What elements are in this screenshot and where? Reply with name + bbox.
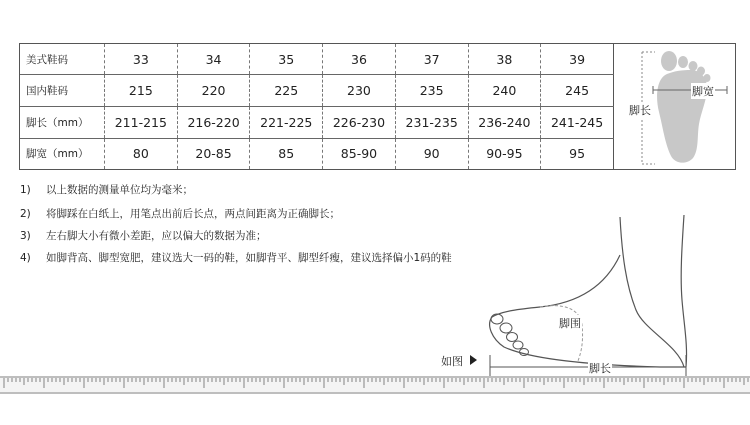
table-cell: 38	[468, 44, 541, 75]
table-cell: 85	[250, 138, 323, 169]
table-cell: 225	[250, 75, 323, 107]
table-cell: 90-95	[468, 138, 541, 169]
table-cell: 33	[105, 44, 178, 75]
table-cell: 80	[105, 138, 178, 169]
table-cell: 241-245	[541, 106, 614, 138]
foot-width-label: 脚宽	[692, 85, 714, 98]
table-cell: 211-215	[105, 106, 178, 138]
table-cell: 236-240	[468, 106, 541, 138]
ruler-strip	[0, 376, 750, 394]
table-cell: 221-225	[250, 106, 323, 138]
foot-side-view	[430, 215, 730, 380]
table-row	[20, 44, 614, 75]
foot-length-label: 脚长	[629, 104, 651, 117]
table-cell: 95	[541, 138, 614, 169]
table-cell: 36	[323, 44, 396, 75]
foot-side-icon	[430, 215, 730, 380]
row-label: 国内鞋码	[20, 75, 105, 107]
table-cell: 216-220	[177, 106, 250, 138]
row-label: 脚宽（mm）	[20, 138, 105, 169]
table-cell: 37	[395, 44, 468, 75]
table-row	[20, 138, 614, 169]
note-item: 3) 左右脚大小有微小差距，应以偏大的数据为准；	[20, 230, 267, 242]
side-length-label: 脚长	[589, 362, 611, 375]
table-cell: 34	[177, 44, 250, 75]
table-cell: 35	[250, 44, 323, 75]
table-cell: 245	[541, 75, 614, 107]
table-cell: 85-90	[323, 138, 396, 169]
table-cell: 230	[323, 75, 396, 107]
table-row	[20, 106, 614, 138]
table-cell: 220	[177, 75, 250, 107]
note-item: 4) 如脚背高、脚型宽肥，建议选大一码的鞋，如脚背平、脚型纤瘦，建议选择偏小1码的鞋	[20, 252, 452, 264]
row-label: 美式鞋码	[20, 44, 105, 75]
table-cell: 20-85	[177, 138, 250, 169]
foot-girth-label: 脚围	[559, 317, 581, 330]
table-cell: 226-230	[323, 106, 396, 138]
as-shown-label: 如图	[441, 355, 463, 368]
note-item: 1) 以上数据的测量单位均为毫米；	[20, 184, 193, 196]
table-cell: 215	[105, 75, 178, 107]
size-table	[20, 44, 614, 169]
table-cell: 90	[395, 138, 468, 169]
row-label: 脚长（mm）	[20, 106, 105, 138]
foot-top-view-panel	[615, 44, 735, 169]
table-cell: 240	[468, 75, 541, 107]
size-chart	[19, 43, 736, 170]
table-cell: 39	[541, 44, 614, 75]
table-cell: 231-235	[395, 106, 468, 138]
note-item: 2) 将脚踩在白纸上，用笔点出前后长点，两点间距离为正确脚长；	[20, 208, 340, 220]
table-cell: 235	[395, 75, 468, 107]
table-row	[20, 75, 614, 107]
